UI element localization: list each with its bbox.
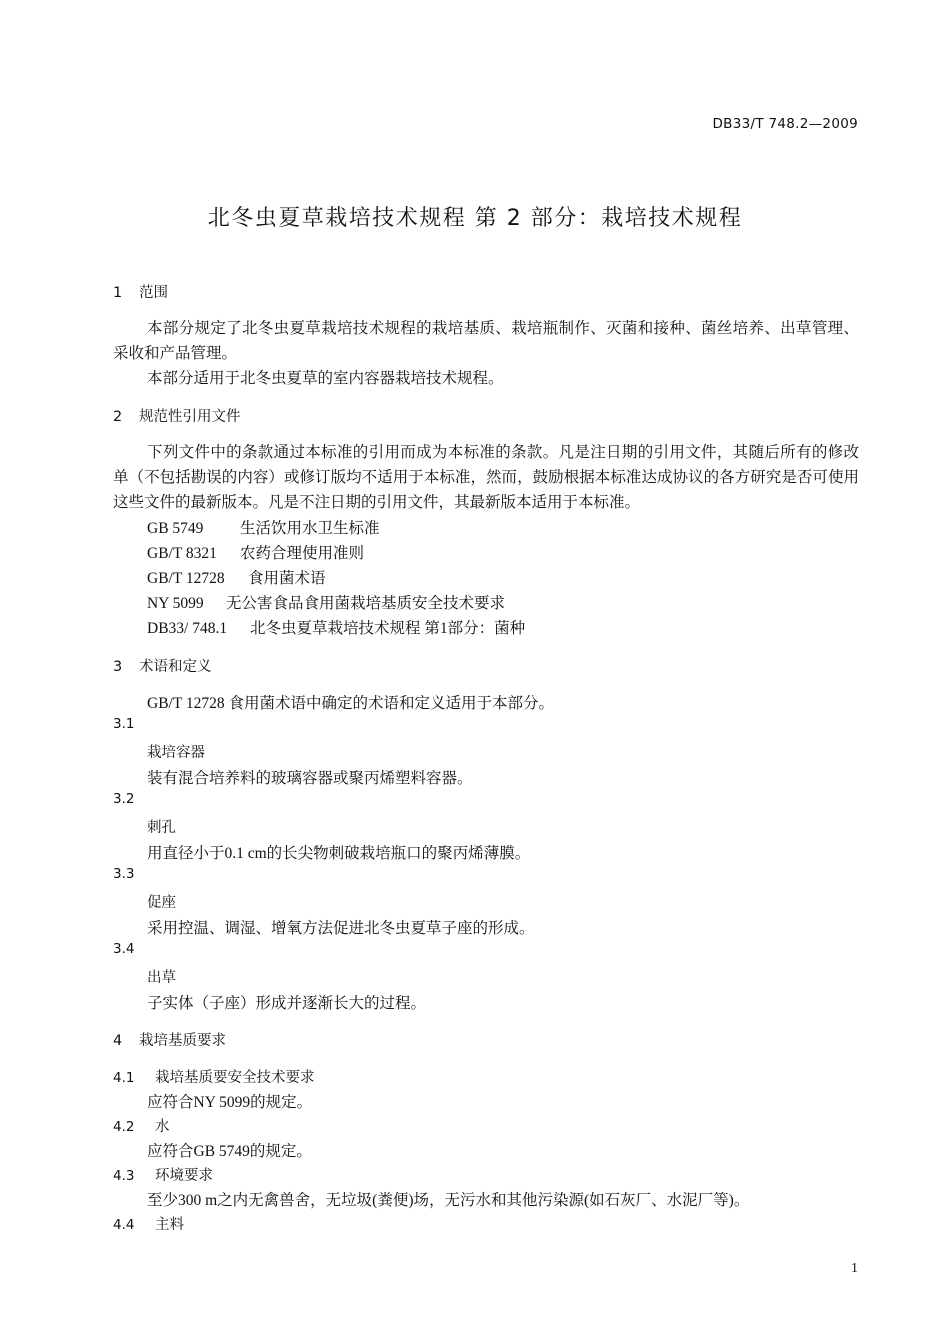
reference-code: GB/T 8321 [147, 545, 217, 562]
subsection-heading [113, 1164, 213, 1185]
reference-item [147, 516, 380, 538]
subsection-text: 应符合GB 5749的规定。 [147, 1143, 312, 1160]
section-1-paragraph-2: 本部分适用于北冬虫夏草的室内容器栽培技术规程。 [147, 370, 504, 387]
reference-name: 北冬虫夏草栽培技术规程 第1部分：菌种 [250, 620, 526, 637]
term-name: 促座 [147, 895, 176, 911]
reference-code: GB/T 12728 [147, 570, 225, 587]
section-title: 范围 [139, 285, 168, 301]
term-number: 3.3 [113, 866, 135, 882]
reference-name: 生活饮用水卫生标准 [240, 520, 380, 537]
term-definition: 采用控温、调湿、增氧方法促进北冬虫夏草子座的形成。 [147, 920, 535, 937]
subsection-heading [113, 1115, 170, 1136]
reference-item [147, 541, 364, 563]
section-3-heading [113, 655, 212, 676]
reference-name: 农药合理使用准则 [240, 545, 365, 562]
subsection-number: 4.4 [113, 1217, 135, 1233]
document-number: DB33/T 748.2—2009 [712, 116, 858, 132]
term-definition: 用直径小于0.1 cm的长尖物刺破栽培瓶口的聚丙烯薄膜。 [147, 845, 531, 862]
reference-item [147, 566, 326, 588]
term-definition: 装有混合培养料的玻璃容器或聚丙烯塑料容器。 [147, 770, 473, 787]
reference-code: GB 5749 [147, 520, 204, 537]
reference-item [147, 591, 505, 613]
term-number: 3.1 [113, 716, 135, 732]
subsection-number: 4.2 [113, 1119, 135, 1135]
section-number: 4 [113, 1033, 123, 1049]
reference-code: NY 5099 [147, 595, 204, 612]
section-2-heading [113, 405, 241, 426]
section-1-heading [113, 281, 168, 302]
subsection-title: 环境要求 [155, 1168, 213, 1184]
term-number: 3.2 [113, 791, 135, 807]
reference-name: 食用菌术语 [248, 570, 326, 587]
subsection-title: 主料 [155, 1217, 184, 1233]
subsection-title: 栽培基质要安全技术要求 [155, 1070, 315, 1086]
section-3-intro: GB/T 12728 食用菌术语中确定的术语和定义适用于本部分。 [147, 695, 555, 712]
section-title: 栽培基质要求 [139, 1033, 226, 1049]
subsection-number: 4.3 [113, 1168, 135, 1184]
term-number: 3.4 [113, 941, 135, 957]
section-1-paragraph-1: 本部分规定了北冬虫夏草栽培技术规程的栽培基质、栽培瓶制作、灭菌和接种、菌丝培养、出草管理、采收和产品管理。 [113, 320, 859, 362]
reference-name: 无公害食品食用菌栽培基质安全技术要求 [226, 595, 506, 612]
subsection-heading [113, 1066, 315, 1087]
reference-code: DB33/ 748.1 [147, 620, 228, 637]
section-number: 2 [113, 409, 123, 425]
subsection-number: 4.1 [113, 1070, 135, 1086]
term-name: 出草 [147, 970, 176, 986]
subsection-title: 水 [155, 1119, 170, 1135]
section-number: 1 [113, 285, 123, 301]
subsection-heading [113, 1213, 184, 1234]
subsection-text: 至少300 m之内无禽兽舍，无垃圾(粪便)场，无污水和其他污染源(如石灰厂、水泥厂等)。 [147, 1192, 750, 1209]
term-name: 刺孔 [147, 820, 176, 836]
section-title: 规范性引用文件 [139, 409, 241, 425]
section-2-paragraph: 下列文件中的条款通过本标准的引用而成为本标准的条款。凡是注日期的引用文件，其随后所有的修改单（不包括勘误的内容）或修订版均不适用于本标准，然而，鼓励根据本标准达成协议的各方研究是否可使用这些文件的最新版本。凡是不注日期的引用文件，其最新版本适用于本标准。 [113, 444, 859, 511]
section-number: 3 [113, 659, 123, 675]
term-name: 栽培容器 [147, 745, 205, 761]
subsection-text: 应符合NY 5099的规定。 [147, 1094, 313, 1111]
section-title: 术语和定义 [139, 659, 212, 675]
document-title: 北冬虫夏草栽培技术规程 第 2 部分：栽培技术规程 [207, 206, 743, 231]
reference-item [147, 616, 525, 638]
page-number: 1 [851, 1261, 858, 1276]
term-definition: 子实体（子座）形成并逐渐长大的过程。 [147, 995, 427, 1012]
section-4-heading [113, 1029, 226, 1050]
